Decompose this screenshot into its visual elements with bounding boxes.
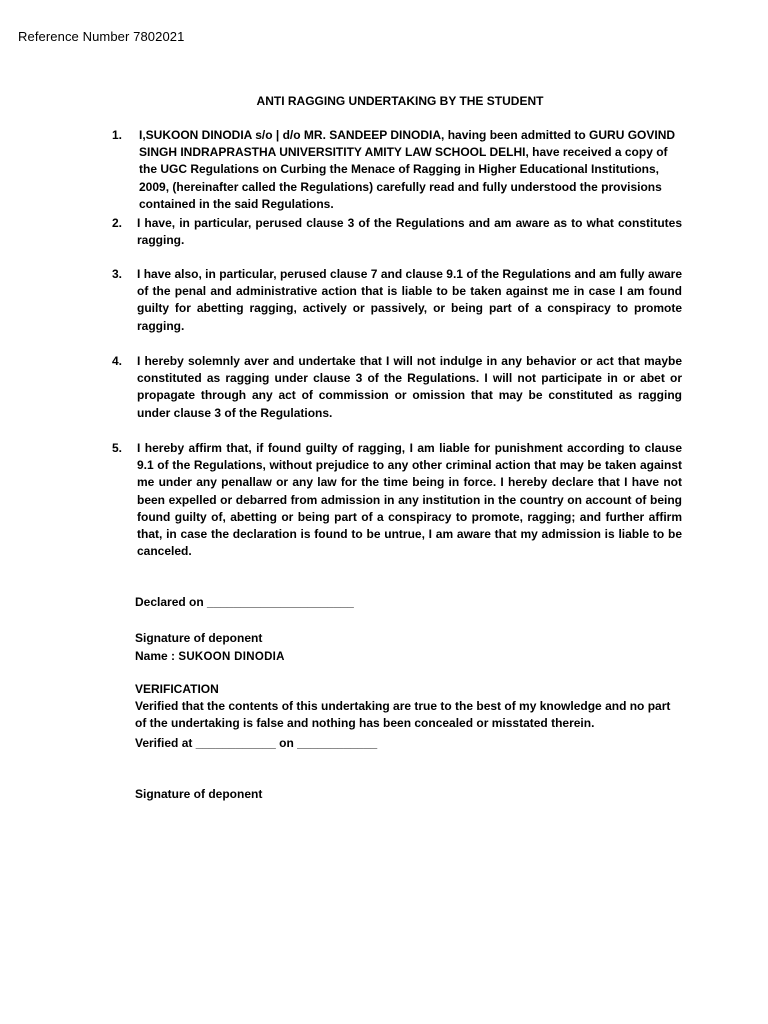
clause-number: 2.: [112, 216, 123, 230]
name-value: SUKOON DINODIA: [178, 651, 285, 663]
clause-2: [112, 215, 682, 249]
clause-number: 4.: [112, 354, 123, 368]
clause-text: I hereby solemnly aver and undertake that I will not indulge in any behavior or act that maybe constituted as ragging under clause 3 of the Regulations. I will not participate in or abet or propagate through any act of commission or omission that may be constituted as ragging under clause 3 of the Regulations.: [137, 354, 682, 420]
verification-heading: VERIFICATION: [135, 682, 219, 696]
clause-number: 3.: [112, 267, 123, 281]
signature-label: Signature of deponent: [135, 631, 263, 645]
document-title: ANTI RAGGING UNDERTAKING BY THE STUDENT: [256, 94, 544, 108]
clause-4: [112, 353, 682, 422]
clause-3: [112, 266, 682, 335]
clause-text: I have, in particular, perused clause 3 of the Regulations and am aware as to what constitutes ragging.: [137, 216, 682, 248]
clause-1: [112, 127, 682, 213]
clause-text: I,SUKOON DINODIA s/o | d/o MR. SANDEEP DINODIA, having been admitted to GURU GOVIND SINGH INDRAPRASTHA UNIVERSITITY AMITY LAW SCHOOL DELHI, have received a copy of the UGC Regulations on Curbing the Menace of Ragging in Higher Educational Institutions, 2009, (hereinafter called the Regulations) carefully read and fully understood the provisions contained in the said Regulations.: [139, 128, 676, 211]
declared-on-line: Declared on ______________________: [135, 595, 354, 609]
verification-text: Verified that the contents of this undertaking are true to the best of my knowledge and no part of the undertaking is false and nothing has been concealed or misstated therein.: [135, 699, 671, 731]
clause-text: I have also, in particular, perused clause 7 and clause 9.1 of the Regulations and am fully aware of the penal and administrative action that is liable to be taken against me in case I am found guilty for abetting ragging, actively or passively, or being part of a conspiracy to promote ragging.: [137, 267, 682, 333]
verified-at-line: Verified at ____________ on ____________: [135, 736, 378, 750]
signature-label: Signature of deponent: [135, 787, 263, 801]
name-label: Name :: [135, 649, 179, 663]
clause-text: I hereby affirm that, if found guilty of ragging, I am liable for punishment according to clause 9.1 of the Regulations, without prejudice to any other criminal action that may be taken against me under any penallaw or any law for the time being in force. I hereby declare that I have not been expelled or debarred from admission in any institution in the country on account of being found guilty of, abetting or being part of a conspiracy to promote, ragging; and further affirm that, in case the declaration is found to be untrue, I am aware that my admission is liable to be canceled.: [137, 441, 682, 559]
name-line: [135, 648, 285, 666]
reference-number: Reference Number 7802021: [18, 29, 185, 44]
clause-number: 5.: [112, 441, 123, 455]
clause-number: 1.: [112, 128, 123, 142]
clause-5: [112, 440, 682, 560]
